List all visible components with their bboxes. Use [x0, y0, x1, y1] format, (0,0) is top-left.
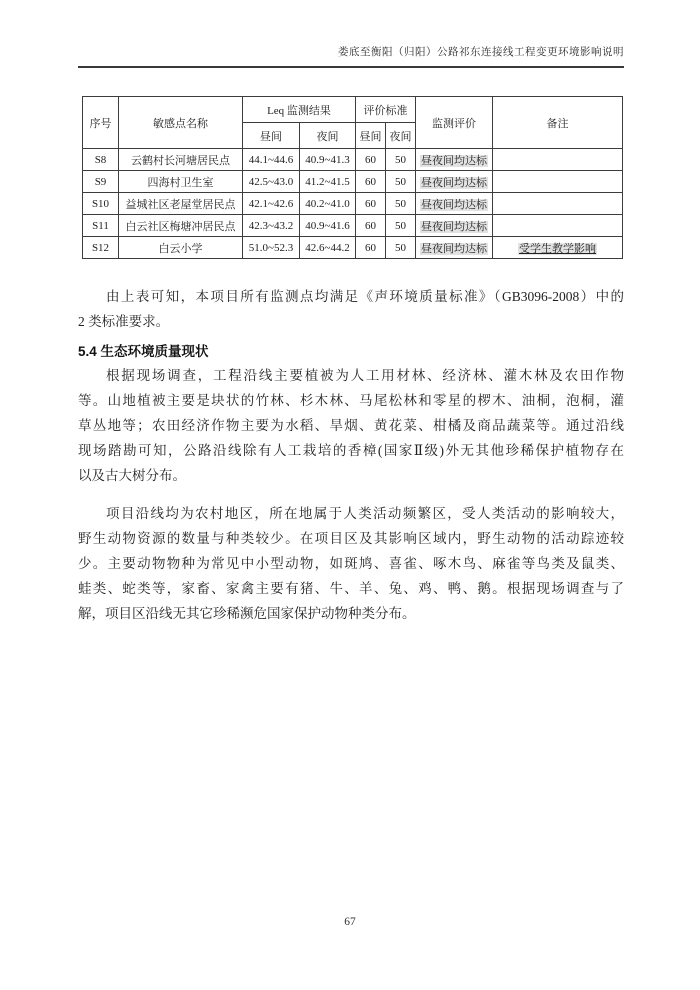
text-line: 根据现场调查，工程沿线主要植被为人工用材林、经济林、灌木林及农田作物	[106, 368, 624, 383]
col-header-remark: 备注	[493, 97, 623, 149]
text-line: 项目沿线均为农村地区，所在地属于人类活动频繁区，受人类活动的影响较大，	[106, 506, 624, 521]
col-header-leq-night: 夜间	[300, 123, 356, 149]
paragraph-vegetation	[78, 363, 624, 488]
cell-leq-night: 41.2~41.5	[300, 171, 356, 193]
cell-serial: S11	[83, 215, 119, 237]
cell-remark	[493, 193, 623, 215]
cell-name: 益城社区老屋堂居民点	[119, 193, 243, 215]
col-header-std-night: 夜间	[386, 123, 416, 149]
text-line: 蛙类、蛇类等，家畜、家禽主要有猪、牛、羊、兔、鸡、鸭、鹅。根据现场调查与了	[78, 581, 624, 596]
cell-std-day: 60	[356, 149, 386, 171]
cell-std-night: 50	[386, 237, 416, 259]
cell-name: 白云小学	[119, 237, 243, 259]
text-line: 少。主要动物物种为常见中小型动物，如斑鸠、喜雀、啄木鸟、麻雀等鸟类及鼠类、	[78, 556, 624, 571]
cell-serial: S12	[83, 237, 119, 259]
text-line: 草丛地等；农田经济作物主要为水稻、旱烟、黄花菜、柑橘及商品蔬菜等。通过沿线	[78, 418, 624, 433]
cell-std-night: 50	[386, 215, 416, 237]
cell-serial: S9	[83, 171, 119, 193]
noise-monitoring-table	[82, 96, 623, 259]
text-line: 由上表可知，本项目所有监测点均满足《声环境质量标准》（GB3096-2008）中的	[106, 289, 624, 304]
cell-std-night: 50	[386, 149, 416, 171]
cell-serial: S8	[83, 149, 119, 171]
table-row	[83, 171, 623, 193]
cell-leq-day: 44.1~44.6	[243, 149, 300, 171]
page-header	[78, 44, 624, 68]
col-header-leq: Leq 监测结果	[243, 97, 356, 123]
text-line: 野生动物资源的数量与种类较少。在项目区及其影响区域内，野生动物的活动踪迹较	[78, 531, 624, 546]
paragraph-conclusion	[78, 284, 624, 334]
cell-serial: S10	[83, 193, 119, 215]
text-line: 以及古大树分布。	[78, 468, 186, 483]
cell-evaluation	[416, 215, 493, 237]
cell-std-day: 60	[356, 237, 386, 259]
cell-name: 云鹤村长河塘居民点	[119, 149, 243, 171]
cell-leq-night: 40.9~41.3	[300, 149, 356, 171]
cell-leq-night: 40.2~41.0	[300, 193, 356, 215]
text-line: 2 类标准要求。	[78, 314, 170, 329]
evaluation-text: 昼夜间均达标	[421, 220, 488, 233]
evaluation-text: 昼夜间均达标	[421, 198, 488, 211]
table-row	[83, 193, 623, 215]
cell-evaluation	[416, 149, 493, 171]
table-row	[83, 149, 623, 171]
cell-std-day: 60	[356, 193, 386, 215]
cell-evaluation	[416, 193, 493, 215]
col-header-leq-day: 昼间	[243, 123, 300, 149]
cell-leq-day: 51.0~52.3	[243, 237, 300, 259]
page-number: 67	[344, 916, 356, 928]
cell-leq-day: 42.5~43.0	[243, 171, 300, 193]
cell-remark	[493, 149, 623, 171]
col-header-standard: 评价标准	[356, 97, 416, 123]
table-row	[83, 237, 623, 259]
cell-evaluation	[416, 171, 493, 193]
cell-leq-night: 42.6~44.2	[300, 237, 356, 259]
evaluation-text: 昼夜间均达标	[421, 176, 488, 189]
col-header-evaluation: 监测评价	[416, 97, 493, 149]
table-header-row-1	[83, 97, 623, 123]
paragraph-wildlife	[78, 501, 624, 626]
section-heading: 5.4 生态环境质量现状	[78, 344, 209, 359]
col-header-name: 敏感点名称	[119, 97, 243, 149]
text-line: 解，项目区沿线无其它珍稀濒危国家保护动物种类分布。	[78, 606, 416, 621]
cell-remark	[493, 171, 623, 193]
cell-remark	[493, 215, 623, 237]
remark-text: 受学生教学影响	[519, 242, 597, 255]
cell-std-night: 50	[386, 193, 416, 215]
cell-std-day: 60	[356, 215, 386, 237]
col-header-std-day: 昼间	[356, 123, 386, 149]
text-line: 等。山地植被主要是块状的竹林、杉木林、马尾松林和零星的椤木、油桐，泡桐，灌	[78, 393, 624, 408]
cell-leq-day: 42.3~43.2	[243, 215, 300, 237]
cell-name: 四海村卫生室	[119, 171, 243, 193]
document-title: 娄底至衡阳（归阳）公路祁东连接线工程变更环境影响说明	[338, 47, 624, 58]
cell-leq-day: 42.1~42.6	[243, 193, 300, 215]
cell-std-day: 60	[356, 171, 386, 193]
col-header-serial: 序号	[83, 97, 119, 149]
text-line: 现场踏勘可知，公路沿线除有人工栽培的香樟(国家Ⅱ级)外无其他珍稀保护植物存在	[78, 443, 624, 458]
cell-name: 白云社区梅塘冲居民点	[119, 215, 243, 237]
cell-remark	[493, 237, 623, 259]
evaluation-text: 昼夜间均达标	[421, 154, 488, 167]
cell-std-night: 50	[386, 171, 416, 193]
table-row	[83, 215, 623, 237]
evaluation-text: 昼夜间均达标	[421, 242, 488, 255]
cell-leq-night: 40.9~41.6	[300, 215, 356, 237]
cell-evaluation	[416, 237, 493, 259]
